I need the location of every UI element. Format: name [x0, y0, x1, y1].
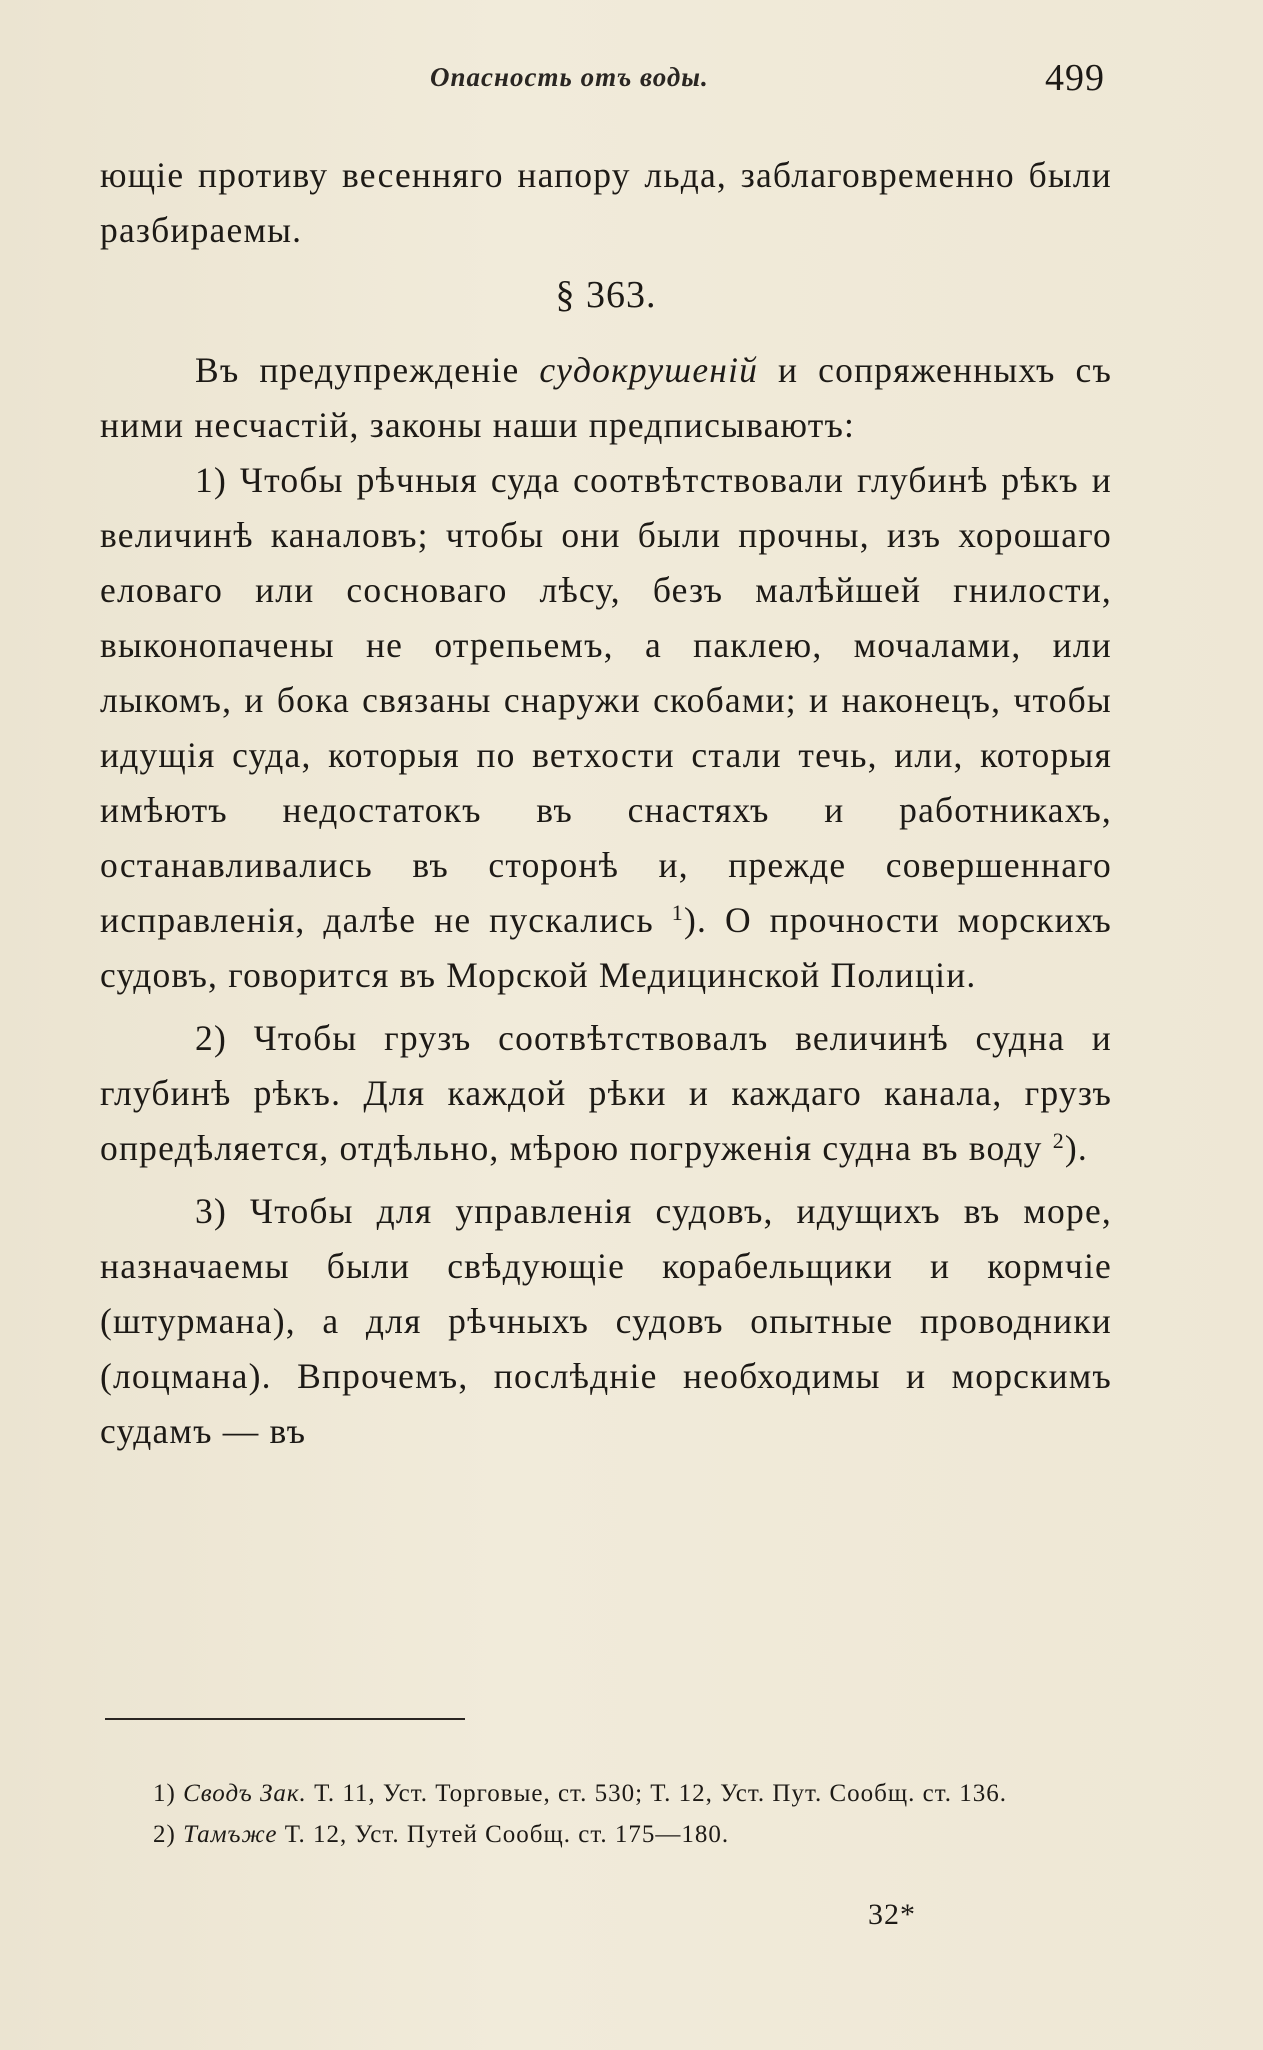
item-1-text: 1) Чтобы рѣчныя суда соотвѣтствовали глубинѣ рѣкъ и величинѣ каналовъ; чтобы они были прочны, изъ хорошаго еловаго или сосноваго лѣсу, безъ малѣйшей гнилости, выконопачены не отрепьемъ, а паклею, мочалами, или лыкомъ, и бока связаны снаружи скобами; и наконецъ, чтобы идущія суда, которыя по ветхости стали течь, или, которыя имѣютъ недостатокъ въ снастяхъ и работникахъ, останавливались въ сторонѣ и, прежде совершеннаго исправленія, далѣе не пускались	[100, 460, 1112, 940]
page-number: 499	[1045, 57, 1105, 99]
footnote-2-source: Тамъже	[183, 1821, 278, 1848]
continuation-paragraph: ющіе противу весенняго напору льда, заблаговременно были разбираемы.	[100, 155, 1112, 250]
footnote-2	[108, 1814, 1120, 1855]
footnote-ref-2: 2	[1052, 1128, 1065, 1153]
footnote-divider	[105, 1718, 465, 1720]
intro-paragraph	[100, 343, 1112, 453]
item-2-text-end: ).	[1064, 1128, 1089, 1168]
footnote-1-number: 1)	[153, 1780, 184, 1807]
footnote-1-text: Т. 11, Уст. Торговые, ст. 530; Т. 12, Уст. Пут. Сообщ. ст. 136.	[306, 1780, 1008, 1807]
body-text	[100, 148, 1112, 1459]
printer-signature: 32*	[868, 1898, 916, 1931]
intro-text-end: и сопряженныхъ съ ними несчастій, законы наши предписываютъ:	[100, 350, 1112, 445]
footnote-ref-1: 1	[671, 900, 684, 925]
section-heading: § 363.	[555, 274, 657, 316]
running-head: Опасность отъ воды.	[430, 62, 709, 92]
item-2-text: 2) Чтобы грузъ соотвѣтствовалъ величинѣ судна и глубинѣ рѣкъ. Для каждой рѣки и каждаго канала, грузъ опредѣляется, отдѣльно, мѣрою погруженія судна въ воду	[100, 1018, 1112, 1168]
item-2-paragraph	[100, 1011, 1112, 1176]
item-1-text-end: ). О прочности морскихъ судовъ, говорится въ Морской Медицинской Полиціи.	[100, 900, 1112, 995]
intro-text-start: Въ предупрежденіе	[195, 350, 540, 390]
footnote-1-source: Сводъ Зак.	[183, 1780, 307, 1807]
footnote-2-text: Т. 12, Уст. Путей Сообщ. ст. 175—180.	[277, 1821, 730, 1848]
intro-italic-term: судокрушеній	[539, 350, 759, 390]
footnotes	[108, 1773, 1120, 1855]
item-1-paragraph	[100, 453, 1112, 1003]
item-3-paragraph: 3) Чтобы для управленія судовъ, идущихъ въ море, назначаемы были свѣдующіе корабельщики и кормчіе (штурмана), а для рѣчныхъ судовъ опытные проводники (лоцмана). Впрочемъ, послѣдніе необходимы и морскимъ судамъ — въ	[100, 1191, 1112, 1451]
footnote-2-number: 2)	[153, 1821, 184, 1848]
footnote-1	[108, 1773, 1120, 1814]
